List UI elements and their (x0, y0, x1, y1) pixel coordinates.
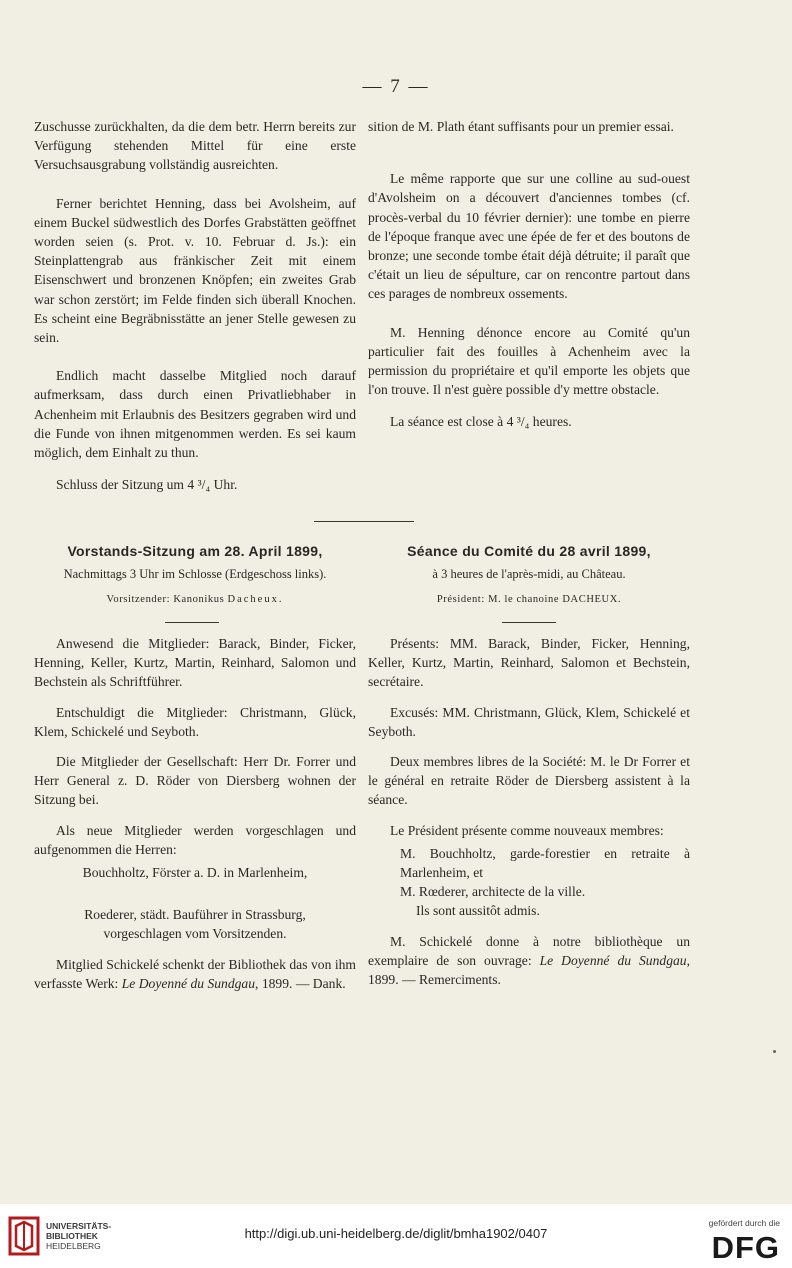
german-gift-text: Mitglied Schickelé schenkt der Bibliothek das von ihm verfasste Werk: (34, 956, 356, 991)
french-column (368, 117, 690, 432)
french-new-members-intro: Le Président présente comme nouveaux membres: (390, 822, 664, 838)
german-closing-time: Schluss der Sitzung um 4 ³/₄ Uhr. (56, 477, 238, 493)
paper-speck (773, 1050, 776, 1053)
french-meeting-time: à 3 heures de l'après-midi, au Château. (432, 567, 626, 582)
german-meeting-title: Vorstands-Sitzung am 28. April 1899, (67, 543, 323, 559)
german-chairman-label: Vorsitzender: Kanonikus (106, 594, 228, 606)
french-paragraph-3: M. Henning dénonce encore au Comité qu'un particulier fait des fouilles à Achenheim avec la permission du propriétaire et qu'il emporte les objets que l'on trouve. Il n'est guère possible d'y mettre obstacle. (368, 324, 690, 398)
library-name-line-1: UNIVERSITÄTS- (46, 1221, 112, 1231)
dfg-logo: DFG (711, 1230, 780, 1265)
german-paragraph-1: Zuschusse zurückhalten, da die dem betr. Herrn bereits zur Verfügung stehenden Mittel für eine erste Versuchsausgrabung vollständig ausreichten. (34, 119, 356, 173)
digitization-footer (0, 1204, 792, 1268)
french-gift (368, 932, 690, 990)
french-heading-rule (502, 622, 556, 623)
french-candidate-1: M. Bouchholtz, garde-forestier en retraite à Marlenheim, et (400, 845, 690, 881)
french-meeting-header (368, 542, 690, 610)
german-present: Anwesend die Mitglieder: Barack, Binder, Ficker, Henning, Keller, Kurtz, Martin, Reinhard, Salomon und Bechstein als Schriftführer. (34, 636, 356, 690)
french-gift-text: M. Schickelé donne à notre bibliothèque un exemplaire de son ouvrage: (368, 933, 690, 968)
french-admitted: Ils sont aussitôt admis. (416, 903, 540, 919)
german-gift-thanks: , 1899. — Dank. (255, 975, 346, 991)
source-url-link[interactable]: http://digi.ub.uni-heidelberg.de/diglit/bmha1902/0407 (244, 1226, 548, 1241)
german-chairman (34, 590, 356, 609)
german-candidate-1: Bouchholtz, Förster a. D. in Marlenheim, (82, 865, 308, 881)
french-chairman: Président: M. le chanoine DACHEUX. (436, 594, 622, 606)
library-name-line-3: HEIDELBERG (46, 1241, 101, 1251)
page-number: — 7 — (362, 76, 430, 97)
french-paragraph-2: Le même rapporte que sur une colline au sud-ouest d'Avolsheim on a découvert d'anciennes tombes (cf. procès-verbal du 10 février dernier): une tombe en pierre de l'époque franque avec une épée de fer et des boutons de bronze; une seconde tombe était déjà détruite; il paraît que c'était un lieu de sépulture, car on rencontre partout dans ces parages de nombreux ossements. (368, 171, 690, 302)
german-minutes (34, 634, 356, 993)
french-excused: Excusés: MM. Christmann, Glück, Klem, Schickelé et Seyboth. (368, 704, 690, 739)
french-guests: Deux membres libres de la Société: M. le Dr Forrer et le général en retraite Röder de Diersberg assistent à la séance. (368, 754, 690, 808)
french-meeting-title: Séance du Comité du 28 avril 1899, (407, 543, 651, 559)
german-guests: Die Mitglieder der Gesellschaft: Herr Dr. Forrer und Herr General z. D. Röder von Diersberg wohnen der Sitzung bei. (34, 754, 356, 808)
section-divider (314, 521, 414, 522)
german-meeting-header (34, 542, 356, 610)
german-proposed-by: vorgeschlagen vom Vorsitzenden. (103, 926, 287, 942)
french-gift-thanks: , 1899. — Remerciments. (368, 952, 690, 988)
german-meeting-time: Nachmittags 3 Uhr im Schlosse (Erdgeschoss links). (63, 567, 327, 582)
german-paragraph-2: Ferner berichtet Henning, dass bei Avolsheim, auf einem Buckel südwestlich des Dorfes Grabstätten geöffnet worden seien (s. Prot. v. 10. Februar d. Js.): ein Steinplattengrab aus fränkischer Zeit mit einem Eisenschwert und bronzenen Knöpfen; ein zweites Grab war schon zerstört; im Felde finden sich überall Knochen. Es scheint eine Begräbnisstätte an jener Stelle gewesen zu sein. (34, 195, 356, 346)
french-candidate-2: M. Rœderer, architecte de la ville. (400, 884, 586, 900)
german-new-members-intro: Als neue Mitglieder werden vorgeschlagen und aufgenommen die Herren: (34, 822, 356, 857)
funding-label: gefördert durch die (708, 1218, 780, 1228)
german-column (34, 117, 356, 494)
library-name-line-2: BIBLIOTHEK (46, 1231, 98, 1241)
french-minutes (368, 634, 690, 989)
french-present: Présents: MM. Barack, Binder, Ficker, Henning, Keller, Kurtz, Martin, Reinhard, Salomon et Bechstein, secrétaire. (368, 636, 690, 690)
german-heading-rule (165, 622, 219, 623)
french-closing-time: La séance est close à 4 ³/₄ heures. (390, 414, 572, 430)
german-gift-title: Le Doyenné du Sundgau (121, 975, 256, 991)
german-gift (34, 955, 356, 993)
french-paragraph-1: sition de M. Plath étant suffisants pour un premier essai. (368, 119, 674, 134)
german-excused: Entschuldigt die Mitglieder: Christmann, Glück, Klem, Schickelé und Seyboth. (34, 704, 356, 739)
german-candidate-2: Roederer, städt. Bauführer in Strassburg, (84, 907, 306, 923)
german-paragraph-3: Endlich macht dasselbe Mitglied noch darauf aufmerksam, dass durch einen Privatliebhaber in Achenheim mit Erlaubnis des Besitzers gegraben wird und die Funde von ihnen mitgenommen werden. Es sei kaum möglich, dem Einhalt zu thun. (34, 368, 356, 461)
french-gift-title: Le Doyenné du Sundgau (539, 952, 687, 968)
german-chairman-name: Dacheux. (227, 594, 284, 606)
